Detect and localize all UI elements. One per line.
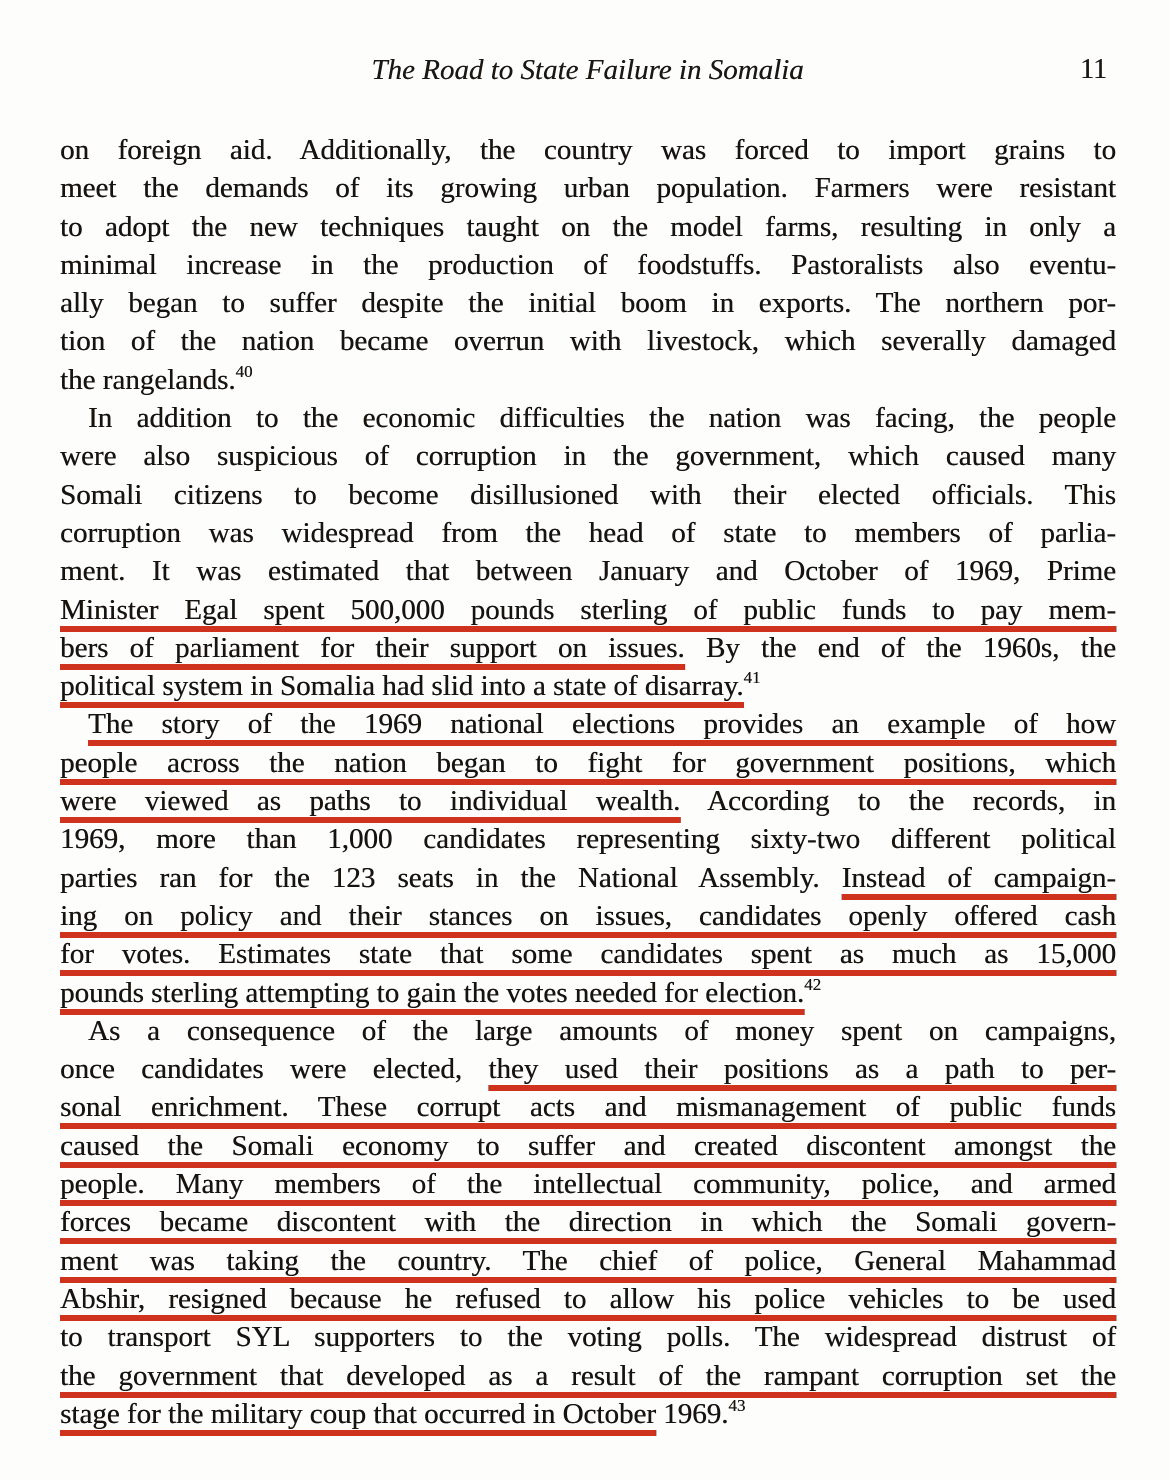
red-underlined-text: people across the nation began to fight for government positions, which	[60, 746, 1116, 779]
running-header	[60, 52, 1115, 92]
text-segment: As a consequence of the large amounts of money spent on campaigns,	[88, 1014, 1116, 1047]
text-line	[60, 514, 1116, 552]
red-underlined-text: The story of the 1969 national elections provides an example of how	[88, 708, 1116, 741]
text-segment: By the end of the 1960s, the	[684, 631, 1116, 664]
red-underlined-text: forces became discontent with the direction in which the Somali govern-	[60, 1206, 1116, 1239]
text-line	[60, 1242, 1116, 1280]
running-header-title: The Road to State Failure in Somalia	[371, 54, 804, 86]
text-line	[60, 1165, 1116, 1203]
text-segment: corruption was widespread from the head of state to members of parlia-	[60, 516, 1116, 549]
text-line	[60, 667, 1116, 705]
text-line	[60, 552, 1116, 590]
text-segment: once candidates were elected,	[60, 1053, 489, 1086]
text-line	[60, 322, 1116, 360]
red-underlined-text: political system in Somalia had slid into a state of disarray.	[60, 670, 744, 703]
paragraph	[60, 1012, 1116, 1433]
text-segment: on foreign aid. Additionally, the country was forced to import grains to	[60, 134, 1116, 166]
text-segment: Somali citizens to become disillusioned with their elected officials. This	[60, 478, 1116, 511]
text-segment: ment. It was estimated that between January and October of 1969, Prime	[60, 555, 1116, 588]
text-segment: were also suspicious of corruption in the government, which caused many	[60, 440, 1116, 473]
text-line	[60, 1127, 1116, 1165]
text-line	[60, 361, 1116, 399]
text-line	[60, 591, 1116, 629]
text-line	[60, 974, 1116, 1012]
body-text-block	[60, 131, 1116, 1433]
red-underlined-text: Minister Egal spent 500,000 pounds sterling of public funds to pay mem-	[60, 593, 1116, 626]
text-line	[60, 208, 1116, 246]
red-underlined-text: Abshir, resigned because he refused to allow his police vehicles to be used	[60, 1282, 1116, 1315]
red-underlined-text: for votes. Estimates state that some candidates spent as much as 15,000	[60, 938, 1116, 971]
text-line	[60, 476, 1116, 514]
text-segment: In addition to the economic difficulties the nation was facing, the people	[88, 402, 1116, 435]
text-segment: parties ran for the 123 seats in the National Assembly.	[60, 861, 842, 894]
text-line	[60, 399, 1116, 437]
red-underlined-text: stage for the military coup that occurred in October	[60, 1397, 656, 1430]
text-line	[60, 1203, 1116, 1241]
footnote-ref: 43	[728, 1395, 746, 1415]
text-segment: the rangelands.	[60, 363, 236, 396]
red-underlined-text: sonal enrichment. These corrupt acts and mismanagement of public funds	[60, 1091, 1116, 1124]
text-line	[60, 437, 1116, 475]
text-segment: to adopt the new techniques taught on the model farms, resulting in only a	[60, 210, 1116, 243]
text-line	[60, 1012, 1116, 1050]
footnote-ref: 42	[804, 974, 822, 994]
paragraph	[60, 399, 1116, 705]
text-line	[60, 1357, 1116, 1395]
text-line	[60, 1050, 1116, 1088]
text-line	[60, 1318, 1116, 1356]
footnote-ref: 41	[743, 668, 761, 688]
text-line	[60, 935, 1116, 973]
text-line	[60, 169, 1116, 207]
text-line	[60, 629, 1116, 667]
text-line	[60, 1395, 1116, 1433]
paragraph	[60, 131, 1116, 399]
text-line	[60, 859, 1116, 897]
red-underlined-text: the government that developed as a result of the rampant corruption set the	[60, 1359, 1116, 1392]
text-line	[60, 246, 1116, 284]
text-segment: 1969.	[655, 1397, 729, 1430]
text-segment: to transport SYL supporters to the voting polls. The widespread distrust of	[60, 1321, 1116, 1354]
text-line	[60, 705, 1116, 743]
text-line	[60, 284, 1116, 322]
page-number: 11	[1080, 54, 1107, 85]
red-underlined-text: bers of parliament for their support on issues.	[60, 631, 685, 664]
red-underlined-text: ment was taking the country. The chief of police, General Mahammad	[60, 1244, 1116, 1277]
paragraph	[60, 705, 1116, 1011]
text-line	[60, 782, 1116, 820]
red-underlined-text: Instead of campaign-	[841, 861, 1116, 894]
text-segment: meet the demands of its growing urban population. Farmers were resistant	[60, 172, 1116, 205]
text-line	[60, 744, 1116, 782]
red-underlined-text: were viewed as paths to individual wealth.	[60, 785, 681, 818]
red-underlined-text: caused the Somali economy to suffer and created discontent amongst the	[60, 1129, 1116, 1162]
red-underlined-text: pounds sterling attempting to gain the votes needed for election.	[60, 976, 805, 1009]
text-segment: 1969, more than 1,000 candidates representing sixty-two different political	[60, 823, 1116, 856]
text-line	[60, 131, 1116, 169]
text-line	[60, 820, 1116, 858]
text-line	[60, 1088, 1116, 1126]
text-line	[60, 1280, 1116, 1318]
text-segment: ally began to suffer despite the initial boom in exports. The northern por-	[60, 287, 1116, 320]
red-underlined-text: they used their positions as a path to per-	[488, 1053, 1117, 1086]
red-underlined-text: ing on policy and their stances on issues, candidates openly offered cash	[60, 899, 1116, 932]
text-line	[60, 897, 1116, 935]
red-underlined-text: people. Many members of the intellectual community, police, and armed	[60, 1168, 1116, 1201]
text-segment: minimal increase in the production of foodstuffs. Pastoralists also eventu-	[60, 248, 1116, 281]
footnote-ref: 40	[235, 361, 253, 381]
text-segment: According to the records, in	[680, 785, 1117, 818]
text-segment: tion of the nation became overrun with livestock, which severally damaged	[60, 325, 1116, 358]
